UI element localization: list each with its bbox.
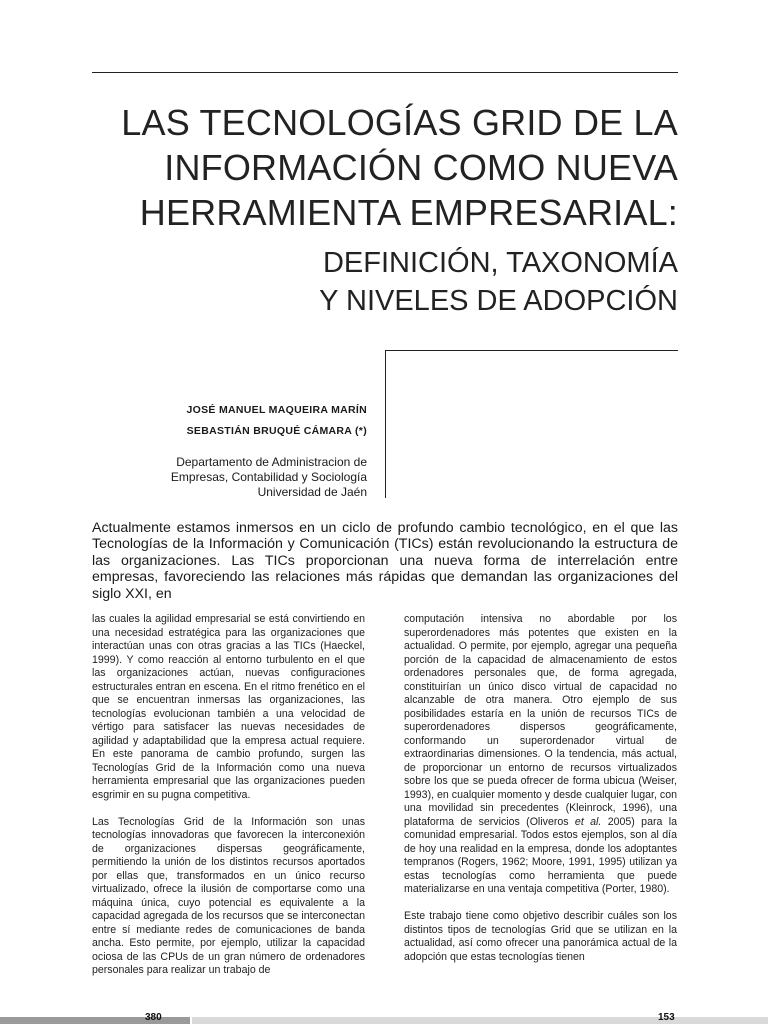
authors-block	[92, 400, 367, 442]
top-rule	[92, 72, 678, 73]
bracket-top-rule	[385, 350, 678, 351]
text-run: 2005) para la comunidad empresarial. Todos estos ejemplos, son al día de hoy una realidad en la empresa, donde los adoptantes tempranos (Rogers, 1962; Moore, 1991, 1995) utilizan ya estas tecnologías como herramienta que puede materializarse en una ventaja competitiva (Porter, 1980).	[404, 815, 677, 895]
right-column	[404, 613, 677, 978]
footer-bar-right	[192, 1017, 768, 1024]
page-number-right: 153	[658, 1012, 675, 1023]
subtitle-line: DEFINICIÓN, TAXONOMÍA	[322, 247, 678, 279]
bracket-left-rule	[385, 350, 386, 498]
left-column	[92, 613, 365, 991]
page-number-left: 380	[145, 1012, 162, 1023]
text-run: computación intensiva no abordable por los superordenadores más potentes que existen en la actualidad. O permite, por ejemplo, agregar una pequeña porción de la capacidad de almacenamiento de estos ordenadores personales que, de forma agregada, constituirían un único disco virtual de capacidad no alcanzable de otra manera. Otro ejemplo de sus posibilidades estaría en la unión de recursos TICs de superordenadores dispersos geográficamente, conformando un superordenador virtual de extraordinarias dimensiones. O la tendencia, más actual, de proporcionar un entorno de recursos virtualizados sobre los que se pueda ofrecer de forma ubicua (Weiser, 1993), en cualquier momento y desde cualquier lugar, con una movilidad sin precedentes (Kleinrock, 1996), una plataforma de servicios (Oliveros	[404, 613, 677, 828]
author-name: SEBASTIÁN BRUQUÉ CÁMARA (*)	[186, 425, 367, 437]
abstract-text: Actualmente estamos inmersos en un ciclo de profundo cambio tecnológico, en el que las Tecnologías de la Información y Comunicación (TICs) están revolucionando la estructura de las organizaciones. Las TICs proporcionan una nueva forma de interrelación entre empresas, favoreciendo las relaciones más rápidas que demandan las organizaciones del siglo XXI, en	[92, 520, 678, 602]
title-line: HERRAMIENTA EMPRESARIAL:	[139, 192, 678, 233]
body-paragraph: las cuales la agilidad empresarial se está convirtiendo en una necesidad estratégica para las organizaciones que interactúan unas con otras gracias a las TICs (Haeckel, 1999). Y como reacción al entorno turbulento en el que las organizaciones actúan, nuevas configuraciones estructurales entran en escena. En el ritmo frenético en el que se encuentran inmersas las organizaciones, las tecnologías evolucionan también a una velocidad de vértigo para satisfacer las nuevas necesidades de agilidad y adaptabilidad que la empresa actual requiere. En este panorama de cambio profundo, surgen las Tecnologías Grid de la Información como una nueva herramienta empresarial que las organizaciones pueden esgrimir en su pugna competitiva.	[92, 613, 365, 801]
body-paragraph	[404, 613, 677, 897]
article-title	[92, 100, 678, 235]
affiliation-line: Empresas, Contabilidad y Sociología	[170, 470, 367, 484]
subtitle-line: Y NIVELES DE ADOPCIÓN	[319, 285, 678, 317]
body-paragraph: Las Tecnologías Grid de la Información son unas tecnologías innovadoras que favorecen la interconexión de organizaciones dispersas geográficamente, permitiendo la unión de los distintos recursos aportados por ellas que, transformados en un único recurso virtualizado, ofrece la ilusión de comportarse como una máquina única, cuyo potencial es equivalente a la capacidad agregada de los recursos que se interconectan entre sí mediante redes de comunicaciones de banda ancha. Esto permite, por ejemplo, utilizar la capacidad ociosa de las CPUs de un gran número de ordenadores personales para realizar un trabajo de	[92, 815, 365, 976]
italic-citation: et al.	[574, 815, 602, 828]
abstract	[92, 520, 678, 602]
affiliation-line: Universidad de Jaén	[257, 485, 367, 499]
text-run: Este trabajo tiene como objetivo describir cuáles son los distintos tipos de tecnologías Grid que se utilizan en la actualidad, así como ofrecer una panorámica actual de la adopción que estas tecnologías tienen	[404, 910, 677, 963]
affiliation-block	[92, 455, 367, 500]
affiliation-line: Departamento de Administracion de	[176, 455, 367, 469]
title-line: INFORMACIÓN COMO NUEVA	[164, 147, 678, 188]
body-paragraph	[404, 910, 677, 964]
title-line: LAS TECNOLOGÍAS GRID DE LA	[121, 102, 678, 143]
author-name: JOSÉ MANUEL MAQUEIRA MARÍN	[186, 404, 367, 416]
article-subtitle	[92, 244, 678, 320]
